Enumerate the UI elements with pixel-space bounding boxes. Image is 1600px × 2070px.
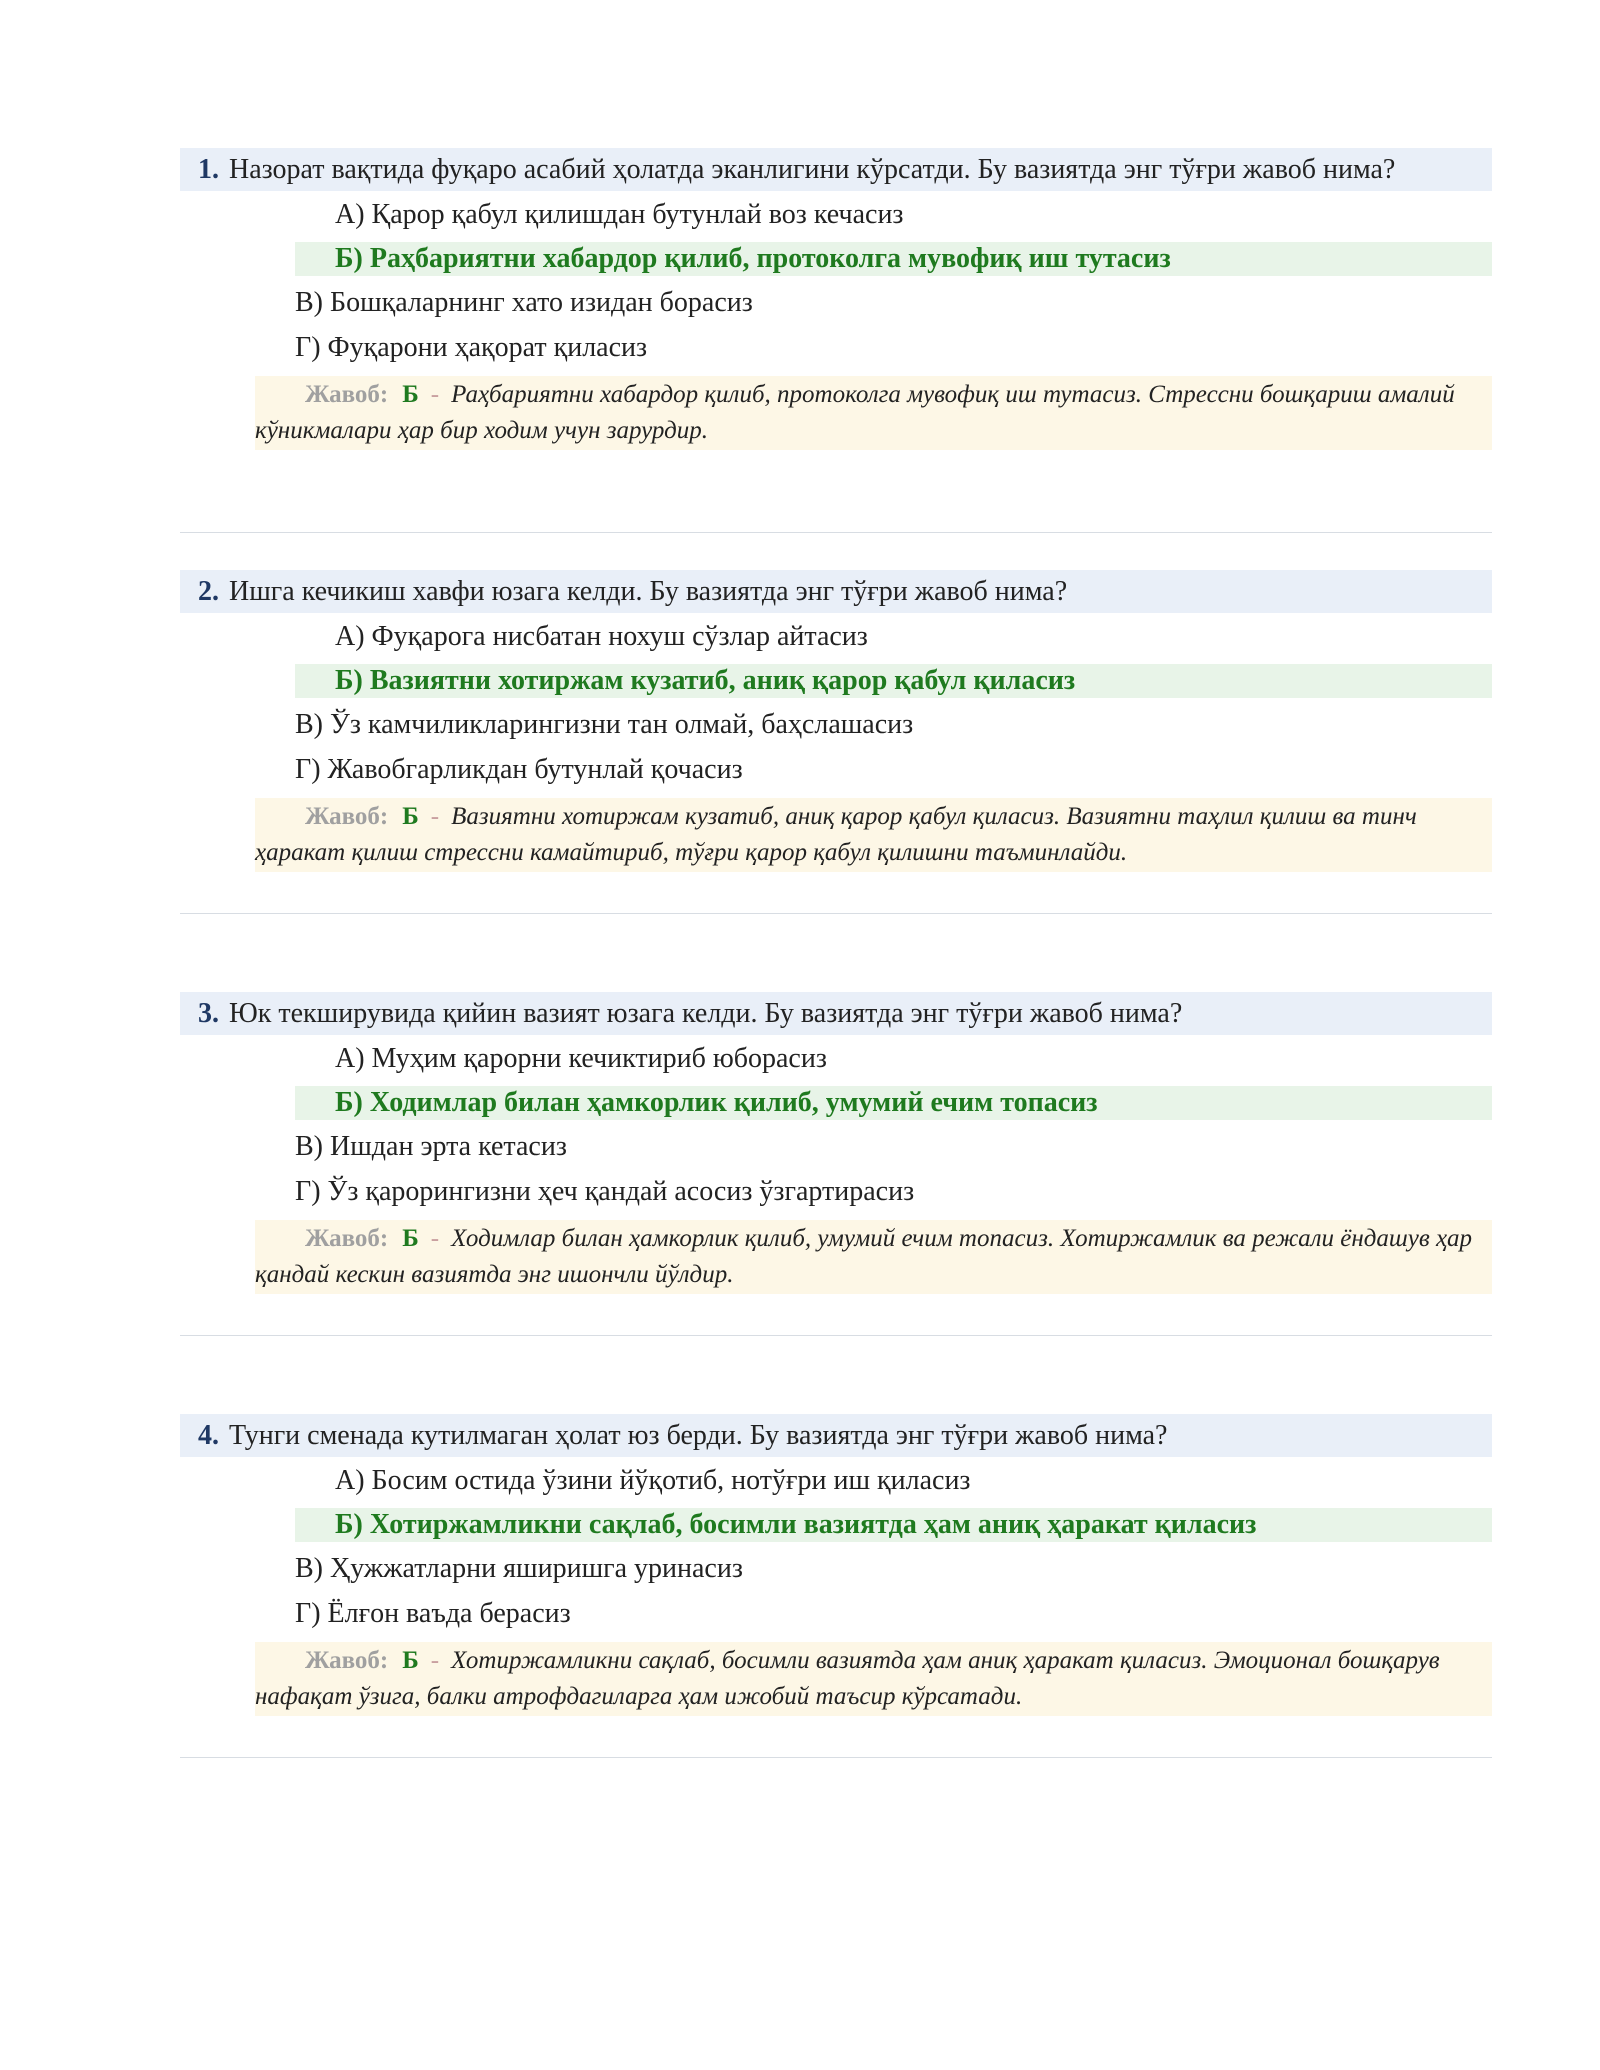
question-heading [180,992,1492,1035]
option-v: В) Ҳужжатларни яширишга уринасиз [295,1553,743,1584]
question-block-4 [180,1414,1492,1836]
answer-label: Жавоб: [305,803,389,830]
answer-text: Раҳбариятни хабардор қилиб, протоколга мувофиқ иш тутасиз. Стрессни бошқариш амалий кўникмалари ҳар бир ходим учун зарурдир. [255,381,1455,444]
question-number: 2. [198,576,219,607]
answer-label: Жавоб: [305,1225,389,1252]
answer-text: Хотиржамликни сақлаб, босимли вазиятда ҳам аниқ ҳаракат қиласиз. Эмоционал бошқарув нафақат ўзига, балки атрофдагиларга ҳам ижобий таъсир кўрсатади. [255,1647,1440,1710]
quiz-page [180,148,1492,1836]
option-g: Г) Жавобгарликдан бутунлай қочасиз [295,754,743,785]
question-number: 4. [198,1420,219,1451]
divider [180,532,1492,533]
option-b-correct: Б) Хотиржамликни сақлаб, босимли вазиятда ҳам аниқ ҳаракат қиласиз [295,1508,1492,1542]
answer-explanation [255,376,1492,450]
question-text: Юк текширувида қийин вазият юзага келди. Бу вазиятда энг тўғри жавоб нима? [229,998,1183,1029]
answer-text: Ходимлар билан ҳамкорлик қилиб, умумий ечим топасиз. Хотиржамлик ва режали ёндашув ҳар қандай кескин вазиятда энг ишончли йўлдир. [255,1225,1473,1288]
option-g: Г) Ёлғон ваъда берасиз [295,1598,571,1629]
answer-dash: - [430,1647,440,1674]
question-heading [180,1414,1492,1457]
answer-explanation [255,1220,1492,1294]
option-g: Г) Ўз қарорингизни ҳеч қандай асосиз ўзгартирасиз [295,1176,915,1207]
option-a: А) Босим остида ўзини йўқотиб, нотўғри иш қиласиз [335,1465,971,1496]
option-g: Г) Фуқарони ҳақорат қиласиз [295,332,648,363]
option-b-correct: Б) Вазиятни хотиржам кузатиб, аниқ қарор қабул қиласиз [295,664,1492,698]
answer-text: Вазиятни хотиржам кузатиб, аниқ қарор қабул қиласиз. Вазиятни таҳлил қилиш ва тинч ҳаракат қилиш стрессни камайтириб, тўғри қарор қабул қилишни таъминлайди. [255,803,1417,866]
question-heading [180,570,1492,613]
option-a: А) Муҳим қарорни кечиктириб юборасиз [335,1043,827,1074]
question-block-2 [180,570,1492,992]
option-a: А) Қарор қабул қилишдан бутунлай воз кечасиз [335,199,904,230]
answer-label: Жавоб: [305,381,389,408]
question-number: 1. [198,154,219,185]
option-b-correct: Б) Ходимлар билан ҳамкорлик қилиб, умумий ечим топасиз [295,1086,1492,1120]
question-text: Тунги сменада кутилмаган ҳолат юз берди. Бу вазиятда энг тўғри жавоб нима? [229,1420,1168,1451]
question-text: Назорат вақтида фуқаро асабий ҳолатда эканлигини кўрсатди. Бу вазиятда энг тўғри жавоб нима? [229,154,1396,185]
answer-dash: - [430,803,440,830]
option-v: В) Ишдан эрта кетасиз [295,1131,567,1162]
divider [180,1757,1492,1758]
answer-letter: Б [402,1647,419,1674]
answer-letter: Б [402,1225,419,1252]
answer-label: Жавоб: [305,1647,389,1674]
divider [180,1335,1492,1336]
answer-letter: Б [402,803,419,830]
option-b-correct: Б) Раҳбариятни хабардор қилиб, протоколга мувофиқ иш тутасиз [295,242,1492,276]
divider [180,913,1492,914]
answer-explanation [255,1642,1492,1716]
answer-dash: - [430,381,440,408]
option-a: А) Фуқарога нисбатан нохуш сўзлар айтасиз [335,621,868,652]
question-block-1 [180,148,1492,570]
question-heading [180,148,1492,191]
question-text: Ишга кечикиш хавфи юзага келди. Бу вазиятда энг тўғри жавоб нима? [229,576,1068,607]
question-number: 3. [198,998,219,1029]
answer-dash: - [430,1225,440,1252]
answer-letter: Б [402,381,419,408]
option-v: В) Бошқаларнинг хато изидан борасиз [295,287,753,318]
question-block-3 [180,992,1492,1414]
option-v: В) Ўз камчиликларингизни тан олмай, баҳслашасиз [295,709,914,740]
answer-explanation [255,798,1492,872]
